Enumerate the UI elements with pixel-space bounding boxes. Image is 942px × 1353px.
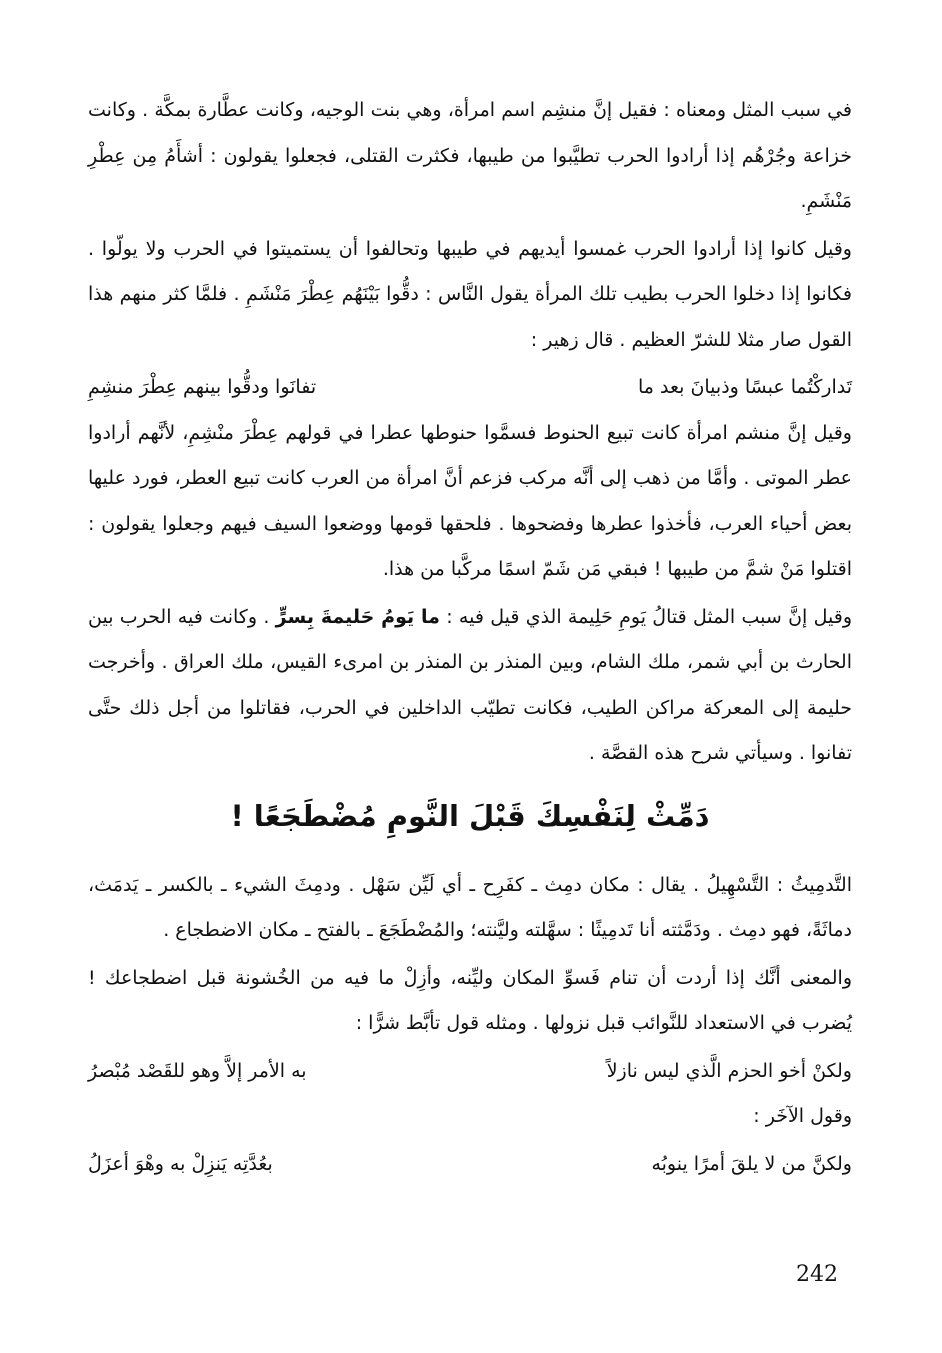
verse-second-hemistich: بعُدَّتِه يَنزِلْ به وهْوَ أعزَلُ	[88, 1152, 273, 1175]
paragraph-text: . وكانت فيه الحرب بين الحارث بن أبي شمر، ملك الشام، وبين المنذر بن المنذر بن امرىء القيس، ملك العراق . وأخرجت حليمة إلى المعركة مراكن الطيب، فكانت تطيّب الداخلين في الحرب، فقاتلوا من أجل ذلك حتَّى تفانوا . وسيأتي شرح هذه القصَّة .	[88, 605, 852, 764]
paragraph: والمعنى أنَّك إذا أردت أن تنام فَسوِّ المكان وليِّنه، وأزِلْ ما فيه من الخُشونة قبل اضطجاعك ! يُضرب في الاستعداد للنَّوائب قبل نزولها . ومثله قول تأبَّط شرًّا :	[88, 966, 852, 1034]
paragraph-text: وقيل إنَّ سبب المثل قتالُ يَومِ حَلِيمة الذي قيل فيه :	[439, 605, 852, 628]
proverb-heading: دَمِّثْ لِنَفْسِكَ قَبْلَ النَّومِ مُضْطَجَعًا !	[230, 798, 710, 833]
verse-second-hemistich: به الأمر إلاَّ وهو للقَصْد مُبْصرُ	[88, 1059, 307, 1082]
poem-verse	[88, 1049, 852, 1095]
page-number: 242	[796, 1262, 838, 1287]
proverb-quote: ما يَومُ حَليمةَ بِسرٍّ	[275, 605, 440, 628]
page-body	[88, 88, 852, 1187]
verse-first-hemistich: ولكنَّ من لا يلقَ أمرًا ينوبُه	[651, 1152, 852, 1175]
paragraph: وقول الآخَر :	[753, 1105, 852, 1127]
verse-second-hemistich: تفانَوا ودقُّوا بينهم عِطْرَ منشِمِ	[88, 376, 317, 398]
paragraph: التَّدمِيثُ : التَّسْهِيلُ . يقال : مكان دمِث ـ كفَرِح ـ أي لَيِّن سَهْل . ودمِثَ الشيء ـ بالكسر ـ يَدمَث، دماثَةً، فهو دمِث . ودَمَّثته أنا تَدمِيثًا : سهَّلته وليَّنته؛ والمُضْطَجَعَ ـ بالفتح ـ مكان الاضطجاع .	[88, 873, 852, 941]
poem-verse	[88, 365, 852, 411]
paragraph: في سبب المثل ومعناه : فقيل إنَّ منشِم اسم امرأة، وهي بنت الوجيه، وكانت عطَّارة بمكَّة . وكانت خزاعة وجُرْهُم إذا أرادوا الحرب تطيَّبوا من طيبها، فكثرت القتلى، فجعلوا يقولون : أشأَمُ مِن عِطْرِ مَنْشَمِ.	[88, 99, 852, 212]
paragraph: وقيل كانوا إذا أرادوا الحرب غمسوا أيديهم في طيبها وتحالفوا أن يستميتوا في الحرب ولا يولّوا . فكانوا إذا دخلوا الحرب بطيب تلك المرأة يقول النَّاس : دقُّوا بَيْنَهُم عِطْرَ مَنْشَمِ . فلمَّا كثر منهم هذا القول صار مثلا للشرّ العظيم . قال زهير :	[88, 237, 852, 351]
verse-first-hemistich: ولكنْ أخو الحزم الَّذي ليس نازلاً	[606, 1059, 852, 1082]
paragraph: وقيل إنَّ منشم امرأة كانت تبيع الحنوط فسمَّوا حنوطها عطرا في قولهم عِطْرَ منْشِمِ، لأنَّهم أرادوا عطر الموتى . وأمَّا من ذهب إلى أنَّه مركب فزعم أنَّ امرأة من العرب كانت تبيع العطر، فورد عليها بعض أحياء العرب، فأخذوا عطرها وفضحوها . فلحقها قومها ووضعوا السيف فيهم وجعلوا يقولون : اقتلوا مَنْ شمَّ من طيبها ! فبقي مَن شَمّ اسمًا مركَّبا من هذا.	[88, 421, 852, 580]
paragraph	[88, 595, 852, 777]
poem-verse	[88, 1142, 852, 1188]
verse-first-hemistich: تَداركْتُما عبسًا وذبيانَ بعد ما	[637, 376, 852, 398]
